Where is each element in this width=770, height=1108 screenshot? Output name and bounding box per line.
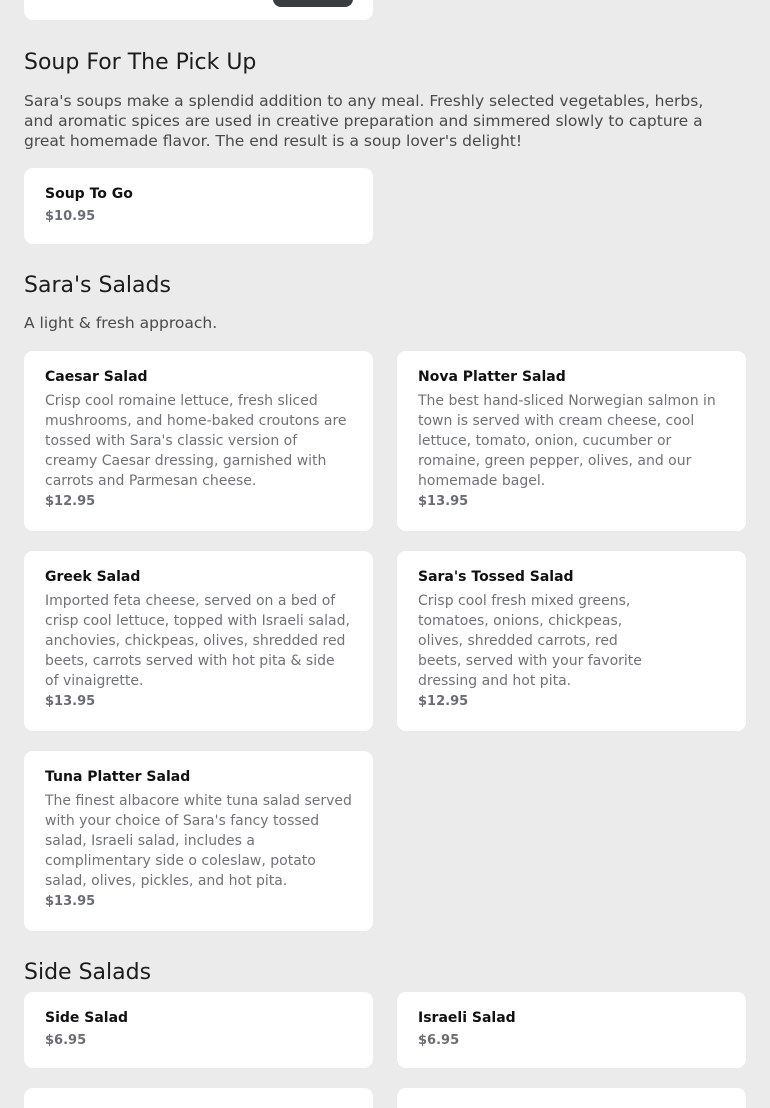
menu-item-card[interactable] <box>397 1088 746 1108</box>
menu-item-price: $6.95 <box>418 1033 460 1048</box>
menu-item-saras-tossed-salad[interactable] <box>397 551 746 731</box>
menu-item-price: $12.95 <box>45 494 96 509</box>
menu-item-name: Greek Salad <box>45 569 141 585</box>
menu-item-caesar-salad[interactable] <box>24 351 373 531</box>
menu-item-name: Soup To Go <box>45 186 133 202</box>
menu-item-name: Caesar Salad <box>45 369 148 385</box>
menu-item-price: $13.95 <box>45 694 96 709</box>
menu-item-nova-platter-salad[interactable] <box>397 351 746 531</box>
menu-item-price: $12.95 <box>418 694 469 709</box>
section-title-soup: Soup For The Pick Up <box>24 50 257 75</box>
menu-item-description: Crisp cool romaine lettuce, fresh sliced mushrooms, and home-baked croutons are tossed with Sara's classic version of creamy Caesar dressing, garnished with carrots and Parmesan cheese. <box>45 393 347 489</box>
menu-item-price: $6.95 <box>45 1033 87 1048</box>
menu-item-price: $10.95 <box>45 209 96 224</box>
section-description-salads: A light & fresh approach. <box>24 314 218 332</box>
item-thumbnail-image <box>273 0 353 7</box>
menu-item-card[interactable] <box>24 1088 373 1108</box>
menu-item-name: Side Salad <box>45 1010 129 1026</box>
menu-item-israeli-salad[interactable] <box>397 992 746 1068</box>
menu-item-soup-to-go[interactable] <box>24 168 373 244</box>
menu-item-description: Imported feta cheese, served on a bed of crisp cool lettuce, topped with Israeli salad, anchovies, chickpeas, olives, shredded red beets, carrots served with hot pita & side of vinaigrette. <box>45 593 350 689</box>
menu-item-name: Tuna Platter Salad <box>45 769 191 785</box>
menu-item-card[interactable] <box>24 0 373 20</box>
menu-item-tuna-platter-salad[interactable] <box>24 751 373 931</box>
menu-item-name: Sara's Tossed Salad <box>418 569 574 585</box>
menu-item-description: The finest albacore white tuna salad served with your choice of Sara's fancy tossed salad, Israeli salad, includes a complimentary side o coleslaw, potato salad, olives, pickles, and hot pita. <box>45 793 352 889</box>
menu-item-price: $13.95 <box>418 494 469 509</box>
section-title-side-salads: Side Salads <box>24 960 152 985</box>
menu-item-description: The best hand-sliced Norwegian salmon in town is served with cream cheese, cool lettuce, tomato, onion, cucumber or romaine, green pepper, olives, and our homemade bagel. <box>418 393 716 489</box>
menu-item-name: Nova Platter Salad <box>418 369 566 385</box>
menu-item-description: Crisp cool fresh mixed greens, tomatoes, onions, chickpeas, olives, shredded carrots, red beets, served with your favorite dressing and hot pita. <box>418 593 642 689</box>
menu-item-price: $13.95 <box>45 894 96 909</box>
menu-item-side-salad[interactable] <box>24 992 373 1068</box>
menu-item-name: Israeli Salad <box>418 1010 516 1026</box>
section-description-soup: Sara's soups make a splendid addition to any meal. Freshly selected vegetables, herbs, and aromatic spices are used in creative preparation and simmered slowly to capture a great homemade flavor. The end result is a soup lover's delight! <box>24 92 704 150</box>
menu-item-greek-salad[interactable] <box>24 551 373 731</box>
section-title-salads: Sara's Salads <box>24 273 171 298</box>
